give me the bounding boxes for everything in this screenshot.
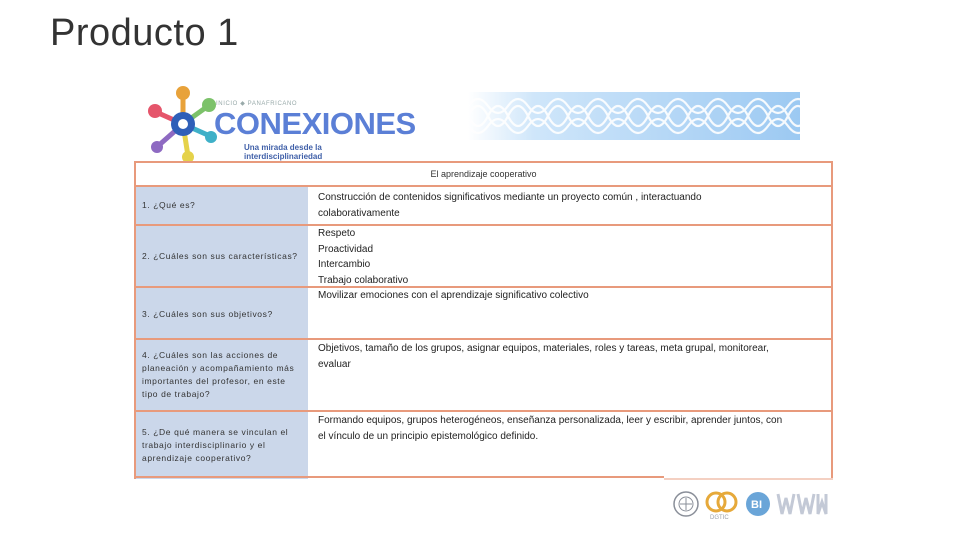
answer-line: Intercambio [318, 259, 371, 270]
answer-line: Respeto [318, 228, 356, 239]
decorative-banner [468, 92, 800, 140]
flower-logo-icon [148, 84, 218, 164]
table-bottom-border [134, 476, 664, 478]
logo-word: CONEXIONES [214, 106, 416, 141]
table-bottom-border-faded [664, 478, 833, 480]
footer-logos [672, 488, 832, 522]
question-cell: 5. ¿De qué manera se vinculan el trabajo interdisciplinario y el aprendizaje cooperativo? [136, 412, 308, 479]
svg-text:BI: BI [751, 499, 762, 511]
answer-line: colaborativamente [318, 207, 400, 219]
50-anniversary-logo [707, 493, 736, 521]
unam-seal-icon [674, 492, 698, 516]
table-row [136, 226, 831, 301]
footer-small-label: DGTIC [710, 515, 729, 521]
answer-cell [312, 187, 831, 224]
question-cell: 4. ¿Cuáles son las acciones de planeación y acompañamiento más importantes del profesor, en este tipo de trabajo? [136, 340, 308, 410]
answer-cell [312, 226, 831, 301]
table-row [136, 340, 831, 412]
answer-cell [312, 412, 831, 479]
cooperative-learning-table [134, 161, 833, 479]
answer-line: Proactividad [318, 243, 374, 255]
conexiones-logo [148, 84, 416, 166]
answer-line: Objetivos, tamaño de los grupos, asignar equipos, materiales, roles y tareas, meta grupal, monitorear, [318, 343, 769, 354]
logo-small-text: INICIO ◆ PANAFRICANO [216, 101, 298, 107]
bi-logo [746, 492, 770, 516]
answer-line: Construcción de contenidos significativos mediante un proyecto común , interactuando [318, 192, 702, 203]
slide-title: Producto 1 [50, 12, 239, 54]
answer-line: evaluar [318, 358, 351, 370]
table-header: El aprendizaje cooperativo [136, 163, 831, 187]
table-row [136, 288, 831, 340]
answer-cell [312, 288, 831, 338]
wm-logo [778, 494, 826, 514]
answer-line: Formando equipos, grupos heterogéneos, enseñanza personalizada, leer y escribir, aprender juntos, con [318, 415, 783, 426]
logo-subtitle: Una mirada desde la interdisciplinariedad [244, 143, 323, 161]
answer-line: Trabajo colaborativo [318, 274, 409, 286]
answer-cell [312, 340, 831, 410]
question-cell: 3. ¿Cuáles son sus objetivos? [136, 288, 308, 338]
question-cell: 2. ¿Cuáles son sus características? [136, 226, 308, 286]
answer-line: el vínculo de un principio epistemológico definido. [318, 430, 539, 442]
answer-line: Movilizar emociones con el aprendizaje significativo colectivo [318, 290, 589, 301]
table-row [136, 412, 831, 479]
table-row [136, 187, 831, 226]
question-cell: 1. ¿Qué es? [136, 187, 308, 224]
